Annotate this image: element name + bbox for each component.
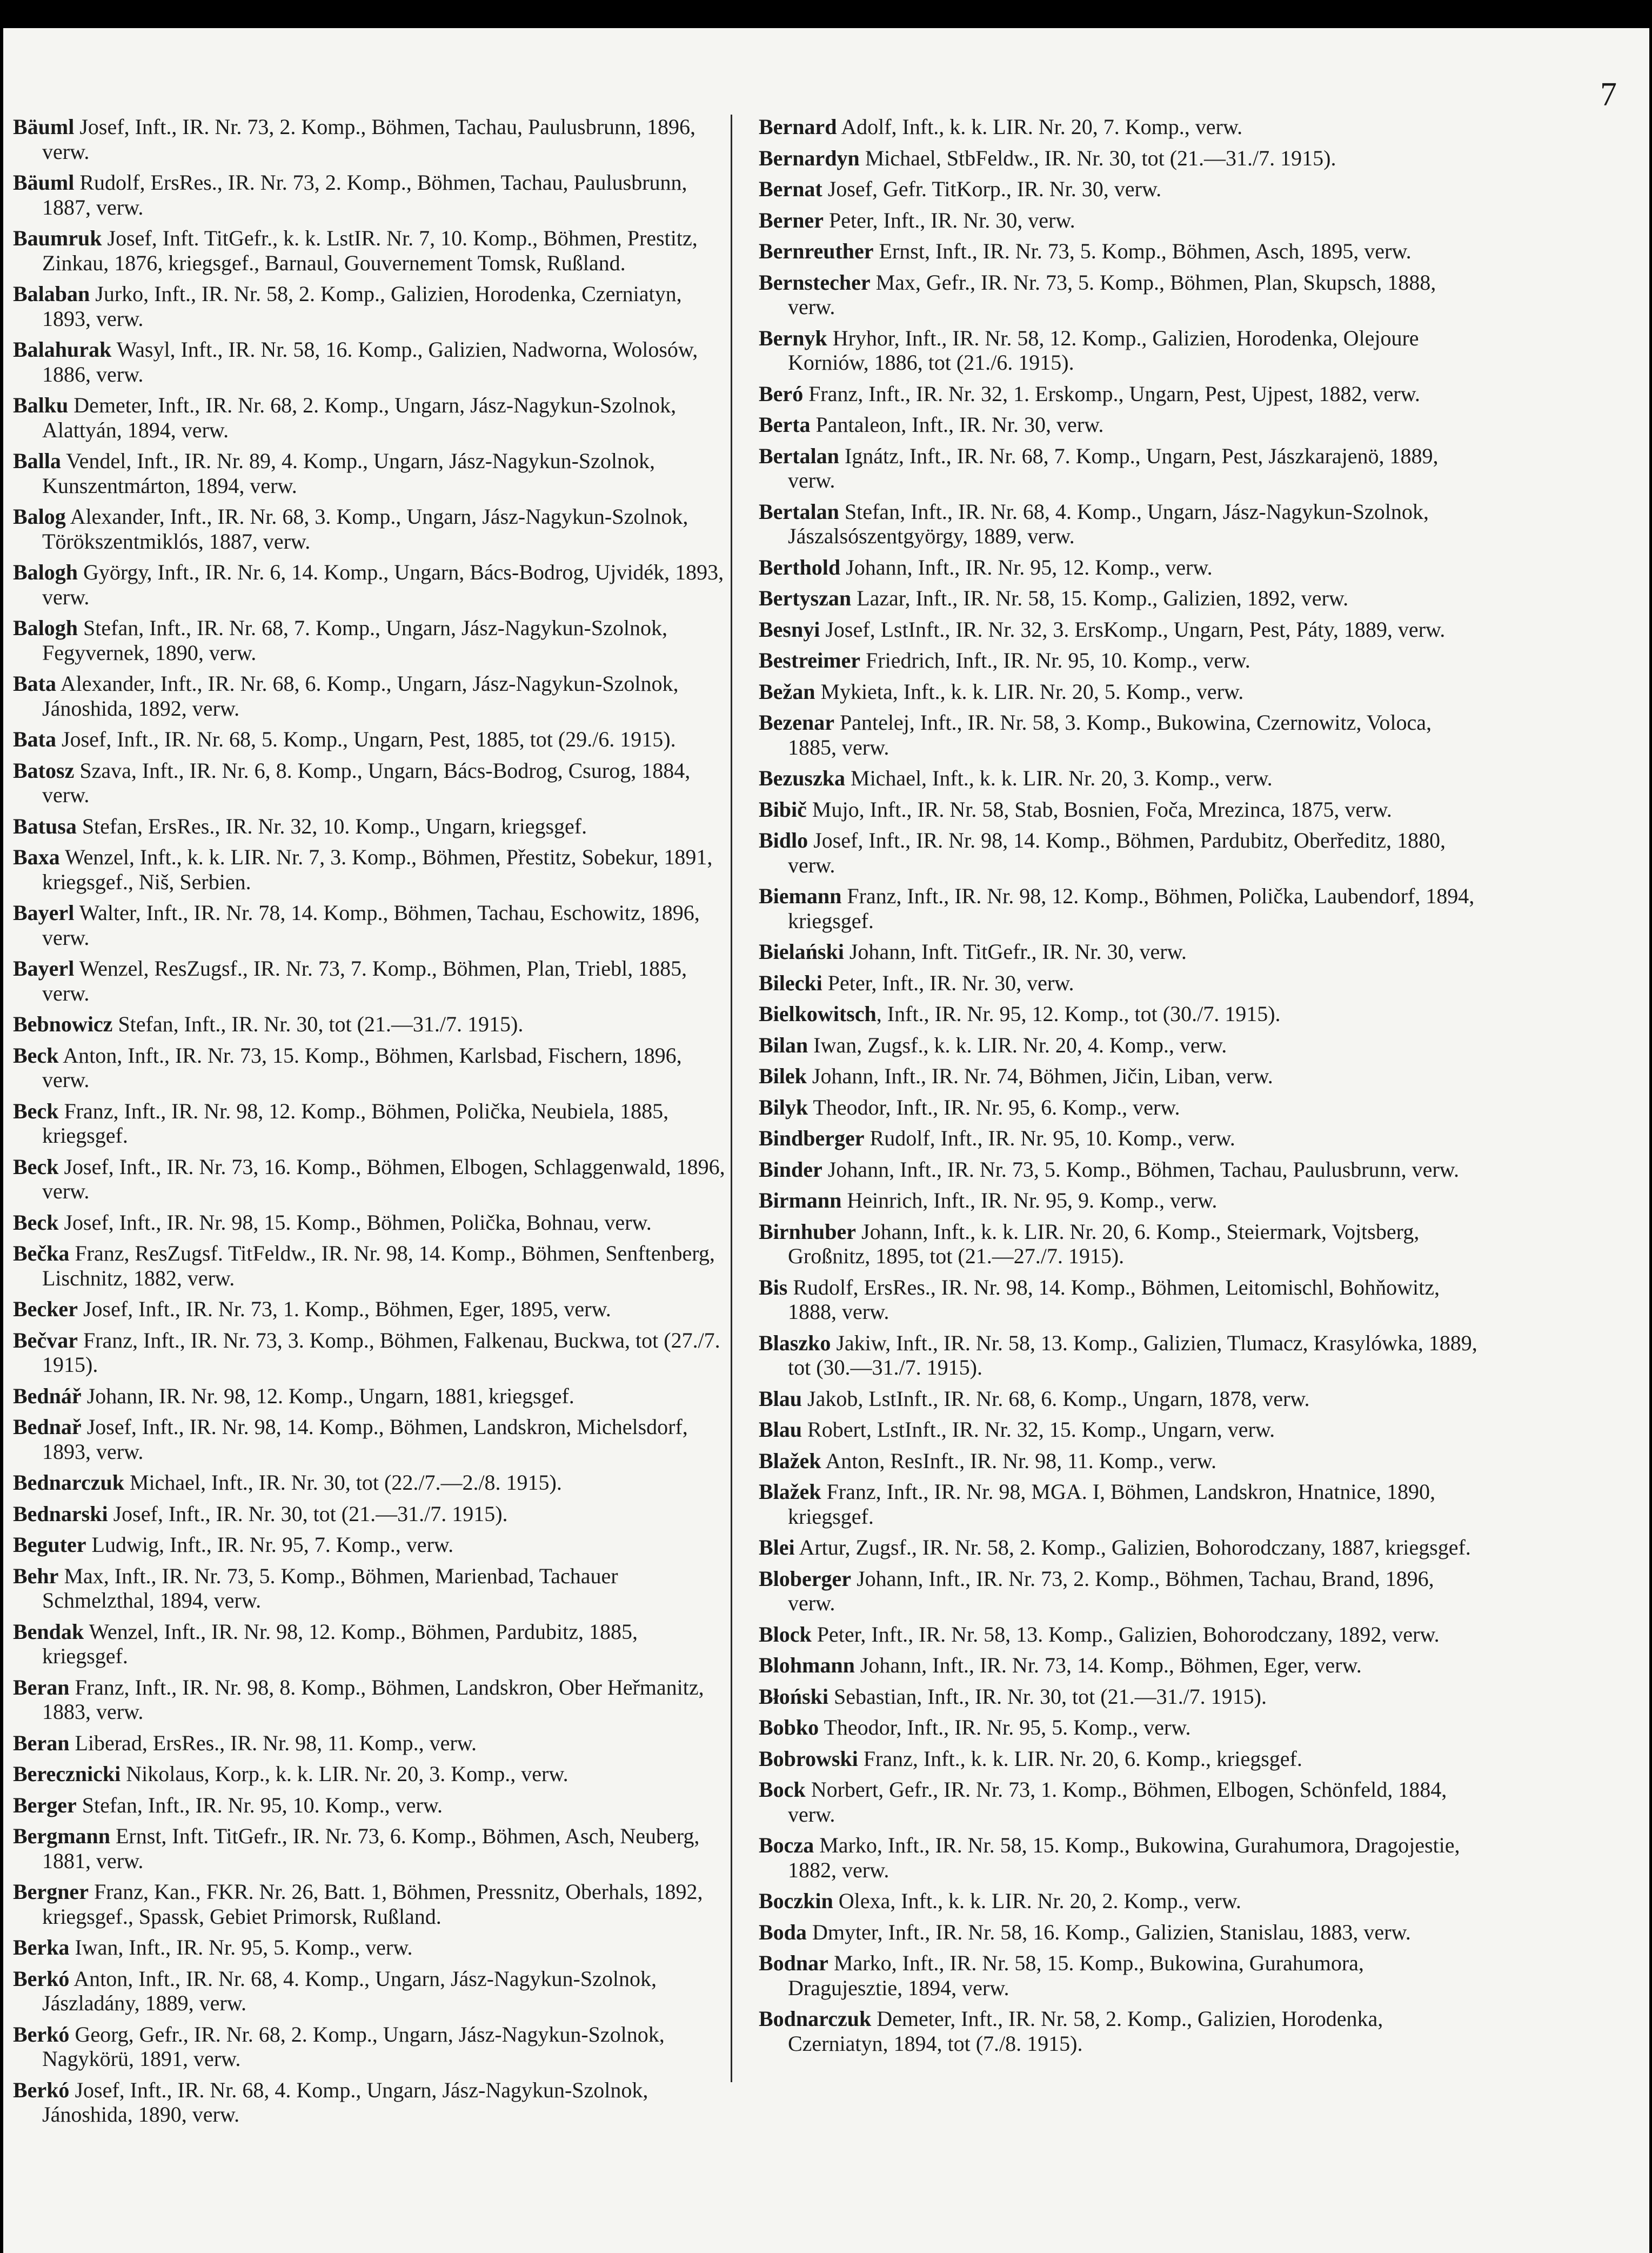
entry-details: Franz, Inft., IR. Nr. 73, 3. Komp., Böhmen, Falkenau, Buckwa, tot (27./7. 1915). — [42, 1328, 720, 1377]
entry — [759, 146, 1483, 171]
entry-surname: Becker — [13, 1297, 78, 1321]
entry-details: Stefan, ErsRes., IR. Nr. 32, 10. Komp., Ungarn, kriegsgef. — [76, 814, 587, 838]
entry-details: Györgу, Inft., IR. Nr. 6, 14. Komp., Ungarn, Bács-Bodrog, Ujvidék, 1893, verw. — [42, 560, 724, 609]
entry — [759, 1157, 1483, 1182]
entry — [13, 671, 726, 721]
entry-surname: Bečka — [13, 1241, 70, 1265]
entry-surname: Block — [759, 1622, 812, 1647]
entry-details: Nikolaus, Korp., k. k. LIR. Nr. 20, 3. Komp., verw. — [121, 1762, 568, 1786]
entry-details: Johann, Inft., IR. Nr. 73, 14. Komp., Böhmen, Eger, verw. — [854, 1653, 1362, 1677]
entry-surname: Balogh — [13, 560, 78, 584]
entry-surname: Bloberger — [759, 1566, 852, 1591]
entry-details: Wenzel, Inft., k. k. LIR. Nr. 7, 3. Komp., Böhmen, Přestitz, Sobekur, 1891, kriegsgef., Niš, Serbien. — [42, 845, 713, 894]
entry — [13, 1210, 726, 1235]
entry — [759, 1188, 1483, 1213]
entry — [13, 727, 726, 752]
entry-details: Hryhor, Inft., IR. Nr. 58, 12. Komp., Galizien, Horodenka, Olejoure Korniów, 1886, tot (21./6. 1915). — [788, 325, 1419, 375]
entry-details: Johann, Inft., IR. Nr. 73, 2. Komp., Böhmen, Tachau, Brand, 1896, verw. — [788, 1566, 1434, 1615]
entry — [759, 1033, 1483, 1058]
entry-surname: Bergner — [13, 1879, 89, 1904]
entry-details: Szava, Inft., IR. Nr. 6, 8. Komp., Ungarn, Bács-Bodrog, Csurog, 1884, verw. — [42, 758, 691, 807]
entry-surname: Berner — [759, 208, 824, 232]
entry-details: Anton, ResInft., IR. Nr. 98, 11. Komp., verw. — [821, 1448, 1216, 1473]
entry — [759, 115, 1483, 139]
entry-surname: Bendak — [13, 1619, 84, 1644]
entry — [759, 1747, 1483, 1771]
entry-surname: Bernat — [759, 177, 822, 201]
entry-details: Alexander, Inft., IR. Nr. 68, 3. Komp., Ungarn, Jász-Nagykun-Szolnok, Törökszentmiklós, 1887, verw. — [42, 504, 688, 554]
entry-details: Michael, StbFeldw., IR. Nr. 30, tot (21.—31./7. 1915). — [859, 145, 1336, 170]
entry — [13, 2078, 726, 2127]
entry — [759, 270, 1483, 319]
entry-surname: Berecznicki — [13, 1762, 121, 1786]
entry — [759, 1833, 1483, 1882]
entry — [13, 282, 726, 331]
entry-details: Pantelej, Inft., IR. Nr. 58, 3. Komp., Bukowina, Czernowitz, Voloca, 1885, verw. — [788, 710, 1432, 759]
entry-details: Johann, IR. Nr. 98, 12. Komp., Ungarn, 1881, kriegsgef. — [81, 1383, 574, 1408]
entry-surname: Bäuml — [13, 170, 75, 195]
entry-details: Franz, Inft., IR. Nr. 32, 1. Erskomp., Ungarn, Pest, Ujpest, 1882, verw. — [803, 381, 1420, 406]
entry — [13, 1012, 726, 1037]
entry — [13, 1241, 726, 1290]
entry — [13, 1564, 726, 1613]
entry-surname: Bodnar — [759, 1951, 828, 1975]
entry — [759, 766, 1483, 791]
entry — [759, 499, 1483, 549]
left-column — [13, 115, 726, 2134]
entry — [759, 1095, 1483, 1120]
entry — [759, 679, 1483, 704]
entry-details: Demeter, Inft., IR. Nr. 58, 2. Komp., Galizien, Horodenka, Czerniatyn, 1894, tot (7./8. 1915). — [788, 2007, 1383, 2056]
entry-details: Adolf, Inft., k. k. LIR. Nr. 20, 7. Komp., verw. — [837, 115, 1243, 139]
entry-surname: Baumruk — [13, 226, 102, 250]
entry-details: Stefan, Inft., IR. Nr. 68, 4. Komp., Ungarn, Jász-Nagykun-Szolnok, Jászalsószentgyörgy, 1889, verw. — [788, 499, 1429, 548]
entry — [13, 758, 726, 808]
entry-details: Demeter, Inft., IR. Nr. 68, 2. Komp., Ungarn, Jász-Nagykun-Szolnok, Alattyán, 1894, verw. — [42, 393, 677, 442]
entry — [13, 901, 726, 950]
entry-details: Max, Inft., IR. Nr. 73, 5. Komp., Böhmen, Marienbad, Tachauer Schmelzthal, 1894, verw. — [42, 1563, 618, 1612]
entry-details: Josef, Inft., IR. Nr. 73, 1. Komp., Böhmen, Eger, 1895, verw. — [77, 1297, 611, 1321]
entry — [759, 797, 1483, 822]
entry-details: Franz, Inft., k. k. LIR. Nr. 20, 6. Komp., kriegsgef. — [858, 1746, 1302, 1771]
entry-surname: Bežan — [759, 679, 815, 704]
entry — [13, 1328, 726, 1377]
entry-details: , Inft., IR. Nr. 95, 12. Komp., tot (30./7. 1915). — [876, 1002, 1281, 1026]
entry — [759, 828, 1483, 877]
entry-details: Jakob, LstInft., IR. Nr. 68, 6. Komp., Ungarn, 1878, verw. — [802, 1386, 1310, 1411]
entry-surname: Blohmann — [759, 1653, 855, 1677]
entry-surname: Bestreimer — [759, 648, 861, 672]
entry — [13, 1793, 726, 1818]
entry-details: Josef, Gefr. TitKorp., IR. Nr. 30, verw. — [822, 177, 1162, 201]
entry-details: Franz, ResZugsf. TitFeldw., IR. Nr. 98, 14. Komp., Böhmen, Senftenberg, Lischnitz, 1882, verw. — [42, 1241, 715, 1290]
entry-details: Pantaleon, Inft., IR. Nr. 30, verw. — [810, 412, 1104, 437]
entry-surname: Beran — [13, 1675, 70, 1699]
entry-surname: Behr — [13, 1563, 59, 1588]
entry-surname: Bernyk — [759, 325, 827, 350]
entry-details: Franz, Inft., IR. Nr. 98, MGA. I, Böhmen, Landskron, Hnatnice, 1890, kriegsgef. — [788, 1479, 1436, 1529]
entry — [759, 2007, 1483, 2056]
entry — [759, 1387, 1483, 1411]
entry-surname: Berta — [759, 412, 811, 437]
entry-details: Franz, Kan., FKR. Nr. 26, Batt. 1, Böhmen, Pressnitz, Oberhals, 1892, kriegsgef., Spassk, Gebiet Primorsk, Rußland. — [42, 1879, 703, 1929]
entry-surname: Boczkin — [759, 1889, 833, 1913]
entry — [759, 1951, 1483, 2000]
entry-details: Josef, Inft., IR. Nr. 68, 4. Komp., Ungarn, Jász-Nagykun-Szolnok, Jánoshida, 1890, verw. — [42, 2077, 648, 2127]
entry-details: Josef, LstInft., IR. Nr. 32, 3. ErsKomp., Ungarn, Pest, Páty, 1889, verw. — [820, 617, 1446, 642]
entry — [13, 1155, 726, 1204]
entry-surname: Bayerl — [13, 956, 75, 981]
entry — [13, 1502, 726, 1527]
entry — [13, 1470, 726, 1495]
entry — [13, 1099, 726, 1148]
entry-details: Josef, Inft., IR. Nr. 73, 2. Komp., Böhmen, Tachau, Paulusbrunn, 1896, verw. — [42, 115, 696, 164]
entry-surname: Beró — [759, 381, 804, 406]
entry — [13, 504, 726, 554]
entry-details: Olexa, Inft., k. k. LIR. Nr. 20, 2. Komp., verw. — [833, 1889, 1241, 1913]
entry — [13, 1415, 726, 1464]
entry-surname: Bezuszka — [759, 766, 845, 790]
entry-details: Josef, Inft., IR. Nr. 68, 5. Komp., Ungarn, Pest, 1885, tot (29./6. 1915). — [56, 727, 676, 751]
entry-details: Wenzel, ResZugsf., IR. Nr. 73, 7. Komp., Böhmen, Plan, Triebl, 1885, verw. — [42, 956, 687, 1005]
entry-details: Johann, Inft., IR. Nr. 73, 5. Komp., Böhmen, Tachau, Paulusbrunn, verw. — [822, 1157, 1459, 1182]
entry-surname: Bednář — [13, 1383, 82, 1408]
entry — [759, 1479, 1483, 1529]
entry-surname: Birnhuber — [759, 1219, 857, 1244]
entry — [759, 1002, 1483, 1026]
entry-details: Rudolf, ErsRes., IR. Nr. 98, 14. Komp., Böhmen, Leitomischl, Bohňowitz, 1888, verw. — [787, 1275, 1440, 1324]
entry-surname: Bilek — [759, 1064, 807, 1088]
entry-details: Jakiw, Inft., IR. Nr. 58, 13. Komp., Galizien, Tlumacz, Krasylówka, 1889, tot (30.—31./7. 1915). — [788, 1330, 1477, 1379]
entry — [759, 1535, 1483, 1560]
entry — [759, 326, 1483, 375]
entry-surname: Blažek — [759, 1479, 821, 1504]
entry — [759, 1684, 1483, 1709]
entry — [759, 239, 1483, 264]
entry-surname: Bäuml — [13, 115, 75, 139]
entry-surname: Bielkowitsch — [759, 1002, 877, 1026]
entry — [759, 1331, 1483, 1380]
entry — [759, 177, 1483, 202]
entry-details: Iwan, Zugsf., k. k. LIR. Nr. 20, 4. Komp., verw. — [808, 1032, 1227, 1057]
entry-details: Ernst, Inft., IR. Nr. 73, 5. Komp., Böhmen, Asch, 1895, verw. — [873, 239, 1412, 263]
entry — [759, 1449, 1483, 1474]
entry — [759, 1064, 1483, 1089]
entry-surname: Balahurak — [13, 337, 112, 362]
entry-surname: Beck — [13, 1154, 59, 1179]
entry-surname: Bilan — [759, 1032, 808, 1057]
entry — [759, 382, 1483, 406]
entry-surname: Birmann — [759, 1188, 842, 1212]
entry-details: Josef, Inft. TitGefr., k. k. LstIR. Nr. 7, 10. Komp., Böhmen, Prestitz, Zinkau, 1876, kriegsgef., Barnaul, Gouvernement Tomsk, Rußland. — [42, 226, 698, 275]
document-page — [3, 28, 1649, 2253]
entry-details: Vendel, Inft., IR. Nr. 89, 4. Komp., Ungarn, Jász-Nagykun-Szolnok, Kunszentmárton, 1894, verw. — [42, 449, 656, 498]
entry-details: Josef, Inft., IR. Nr. 73, 16. Komp., Böhmen, Elbogen, Schlaggenwald, 1896, verw. — [42, 1154, 725, 1203]
entry-surname: Bernreuther — [759, 239, 874, 263]
entry-surname: Bednař — [13, 1415, 82, 1439]
entry-surname: Beck — [13, 1043, 59, 1068]
entry-surname: Bock — [759, 1777, 806, 1802]
entry — [13, 1879, 726, 1929]
entry-surname: Balog — [13, 504, 66, 529]
entry — [13, 226, 726, 275]
entry-surname: Berkó — [13, 2077, 70, 2102]
entry-details: Franz, Inft., IR. Nr. 98, 8. Komp., Böhmen, Landskron, Ober Heřmanitz, 1883, verw. — [42, 1675, 704, 1724]
entry-details: Peter, Inft., IR. Nr. 58, 13. Komp., Galizien, Bohorodczany, 1892, verw. — [811, 1622, 1440, 1647]
entry — [759, 586, 1483, 611]
entry — [13, 1384, 726, 1409]
entry-surname: Blažek — [759, 1448, 821, 1473]
entry-surname: Balku — [13, 393, 69, 417]
entry-details: Stefan, Inft., IR. Nr. 95, 10. Komp., verw. — [76, 1792, 443, 1817]
entry-details: Johann, Inft. TitGefr., IR. Nr. 30, verw. — [844, 939, 1187, 964]
entry — [13, 560, 726, 609]
entry-details: Peter, Inft., IR. Nr. 30, verw. — [823, 208, 1075, 232]
entry-surname: Bernardyn — [759, 145, 860, 170]
entry — [13, 1824, 726, 1873]
entry-surname: Blau — [759, 1386, 802, 1411]
entry — [759, 1653, 1483, 1678]
entry — [13, 814, 726, 839]
entry-details: Heinrich, Inft., IR. Nr. 95, 9. Komp., verw. — [841, 1188, 1218, 1212]
entry-surname: Bobrowski — [759, 1746, 858, 1771]
entry — [759, 412, 1483, 437]
entry — [13, 616, 726, 665]
entry — [759, 648, 1483, 673]
entry-surname: Bobko — [759, 1715, 819, 1739]
entry-surname: Bednarski — [13, 1501, 108, 1526]
entry-surname: Balogh — [13, 616, 78, 640]
entry-details: Michael, Inft., k. k. LIR. Nr. 20, 3. Komp., verw. — [845, 766, 1273, 790]
entry-details: Wasyl, Inft., IR. Nr. 58, 16. Komp., Galizien, Nadworna, Wolosów, 1886, verw. — [42, 337, 698, 386]
entry-details: Sebastian, Inft., IR. Nr. 30, tot (21.—31./7. 1915). — [828, 1684, 1267, 1709]
entry-surname: Beck — [13, 1210, 59, 1235]
entry-details: Friedrich, Inft., IR. Nr. 95, 10. Komp., verw. — [860, 648, 1250, 672]
entry — [13, 1967, 726, 2016]
entry-surname: Bibič — [759, 797, 807, 822]
entry-details: Ernst, Inft. TitGefr., IR. Nr. 73, 6. Komp., Böhmen, Asch, Neuberg, 1881, verw. — [42, 1824, 700, 1873]
entry — [759, 1219, 1483, 1269]
entry-details: Franz, Inft., IR. Nr. 98, 12. Komp., Böhmen, Polička, Neubiela, 1885, kriegsgef. — [42, 1098, 669, 1148]
entry — [13, 2022, 726, 2071]
entry-details: Alexander, Inft., IR. Nr. 68, 6. Komp., Ungarn, Jász-Nagykun-Szolnok, Jánoshida, 1892, verw. — [42, 671, 679, 721]
entry — [759, 1275, 1483, 1324]
entry — [13, 1762, 726, 1787]
entry-surname: Berkó — [13, 2022, 70, 2047]
entry-details: Josef, Inft., IR. Nr. 98, 14. Komp., Böhmen, Landskron, Michelsdorf, 1893, verw. — [42, 1415, 688, 1464]
entry — [759, 1715, 1483, 1740]
entry — [13, 1532, 726, 1557]
entry — [13, 845, 726, 894]
entry-details: Jurko, Inft., IR. Nr. 58, 2. Komp., Galizien, Horodenka, Czerniatyn, 1893, verw. — [42, 282, 682, 331]
entry — [759, 1889, 1483, 1914]
entry-details: Franz, Inft., IR. Nr. 98, 12. Komp., Böhmen, Polička, Laubendorf, 1894, kriegsgef. — [788, 884, 1475, 933]
entry — [13, 1297, 726, 1322]
entry — [13, 956, 726, 1005]
entry-details: Theodor, Inft., IR. Nr. 95, 5. Komp., verw. — [819, 1715, 1191, 1739]
entry-surname: Bis — [759, 1275, 788, 1299]
entry-surname: Berger — [13, 1792, 77, 1817]
entry — [759, 710, 1483, 759]
entry — [759, 555, 1483, 580]
entry — [13, 1935, 726, 1960]
entry-surname: Bielański — [759, 939, 844, 964]
entry-details: Anton, Inft., IR. Nr. 68, 4. Komp., Ungarn, Jász-Nagykun-Szolnok, Jászladány, 1889, verw. — [42, 1966, 657, 2015]
entry-details: Johann, Inft., IR. Nr. 95, 12. Komp., verw. — [840, 555, 1213, 579]
entry-surname: Bezenar — [759, 710, 834, 735]
entry-surname: Bertalan — [759, 443, 839, 468]
entry-surname: Bidlo — [759, 828, 808, 852]
entry-surname: Bertalan — [759, 499, 839, 524]
entry-details: Marko, Inft., IR. Nr. 58, 15. Komp., Bukowina, Gurahumora, Dragujesztie, 1894, verw. — [788, 1951, 1364, 2000]
entry-surname: Blau — [759, 1417, 802, 1442]
entry — [759, 208, 1483, 233]
entry-details: Josef, Inft., IR. Nr. 30, tot (21.—31./7. 1915). — [108, 1501, 508, 1526]
right-column — [759, 115, 1483, 2062]
entry — [759, 444, 1483, 493]
entry-details: Stefan, Inft., IR. Nr. 30, tot (21.—31./7. 1915). — [112, 1012, 524, 1036]
entry-details: Mykieta, Inft., k. k. LIR. Nr. 20, 5. Komp., verw. — [815, 679, 1244, 704]
entry-surname: Berthold — [759, 555, 841, 579]
entry-surname: Bebnowicz — [13, 1012, 113, 1036]
entry-details: Lazar, Inft., IR. Nr. 58, 15. Komp., Galizien, 1892, verw. — [851, 586, 1349, 610]
entry-details: Wenzel, Inft., IR. Nr. 98, 12. Komp., Böhmen, Pardubitz, 1885, kriegsgef. — [42, 1619, 638, 1668]
entry — [759, 1126, 1483, 1151]
entry-details: Norbert, Gefr., IR. Nr. 73, 1. Komp., Böhmen, Elbogen, Schönfeld, 1884, verw. — [788, 1777, 1447, 1827]
entry-surname: Biemann — [759, 884, 842, 908]
entry-surname: Baxa — [13, 845, 60, 869]
entry-details: Marko, Inft., IR. Nr. 58, 15. Komp., Bukowina, Gurahumora, Dragojestie, 1882, verw. — [788, 1833, 1460, 1882]
entry — [759, 1417, 1483, 1442]
entry-surname: Balla — [13, 449, 61, 473]
entry-details: Johann, Inft., k. k. LIR. Nr. 20, 6. Komp., Steiermark, Vojtsberg, Großnitz, 1895, tot (21.—27./7. 1915). — [788, 1219, 1420, 1268]
entry — [759, 1567, 1483, 1616]
entry-surname: Berka — [13, 1935, 70, 1959]
entry — [13, 1731, 726, 1756]
entry-details: Michael, Inft., IR. Nr. 30, tot (22./7.—2./8. 1915). — [124, 1470, 562, 1495]
entry-surname: Boda — [759, 1919, 807, 1944]
entry-details: Stefan, Inft., IR. Nr. 68, 7. Komp., Ungarn, Jász-Nagykun-Szolnok, Fegyvernek, 1890, verw. — [42, 616, 667, 665]
entry — [13, 1675, 726, 1724]
entry-surname: Bilecki — [759, 970, 822, 995]
entry-surname: Bernard — [759, 115, 837, 139]
entry-details: Johann, Inft., IR. Nr. 74, Böhmen, Jičin, Liban, verw. — [806, 1064, 1273, 1088]
entry-details: Josef, Inft., IR. Nr. 98, 14. Komp., Böhmen, Pardubitz, Oberředitz, 1880, verw. — [788, 828, 1446, 877]
page-number: 7 — [1600, 76, 1617, 113]
entry — [759, 1777, 1483, 1827]
entry-surname: Besnyi — [759, 617, 820, 642]
entry-surname: Bilyk — [759, 1095, 808, 1119]
entry-details: Mujo, Inft., IR. Nr. 58, Stab, Bosnien, Foča, Mrezinca, 1875, verw. — [806, 797, 1392, 822]
entry — [759, 939, 1483, 964]
entry-surname: Binder — [759, 1157, 822, 1182]
entry — [13, 393, 726, 442]
entry — [13, 1043, 726, 1092]
entry-surname: Berkó — [13, 1966, 70, 1991]
entry — [13, 170, 726, 219]
entry-surname: Bernstecher — [759, 270, 871, 295]
entry-details: Robert, LstInft., IR. Nr. 32, 15. Komp., Ungarn, verw. — [802, 1417, 1275, 1442]
entry-details: Max, Gefr., IR. Nr. 73, 5. Komp., Böhmen, Plan, Skupsch, 1888, verw. — [788, 270, 1436, 319]
entry-surname: Bodnarczuk — [759, 2007, 872, 2031]
entry-details: Rudolf, ErsRes., IR. Nr. 73, 2. Komp., Böhmen, Tachau, Paulusbrunn, 1887, verw. — [42, 170, 687, 219]
entry-surname: Błoński — [759, 1684, 828, 1709]
entry-surname: Bocza — [759, 1833, 814, 1857]
entry — [13, 115, 726, 164]
entry-surname: Blei — [759, 1535, 795, 1559]
entry-surname: Bata — [13, 727, 56, 751]
entry-surname: Beran — [13, 1730, 70, 1755]
entry — [759, 884, 1483, 933]
column-divider — [731, 115, 732, 2082]
entry-details: Iwan, Inft., IR. Nr. 95, 5. Komp., verw. — [69, 1935, 413, 1959]
entry-surname: Blaszko — [759, 1330, 831, 1355]
entry-surname: Batosz — [13, 758, 75, 783]
entry-surname: Beck — [13, 1098, 59, 1123]
entry-details: Ludwig, Inft., IR. Nr. 95, 7. Komp., verw. — [86, 1532, 454, 1557]
entry-surname: Bata — [13, 671, 56, 696]
entry-details: Liberad, ErsRes., IR. Nr. 98, 11. Komp., verw. — [69, 1730, 477, 1755]
entry-surname: Bindberger — [759, 1126, 865, 1150]
entry-surname: Balaban — [13, 282, 90, 306]
entry-surname: Bayerl — [13, 901, 75, 925]
entry-details: Artur, Zugsf., IR. Nr. 58, 2. Komp., Galizien, Bohorodczany, 1887, kriegsgef. — [794, 1535, 1471, 1559]
entry — [13, 449, 726, 498]
entry-details: Josef, Inft., IR. Nr. 98, 15. Komp., Böhmen, Polička, Bohnau, verw. — [58, 1210, 652, 1235]
entry — [13, 337, 726, 386]
entry-surname: Beguter — [13, 1532, 86, 1557]
entry-details: Ignátz, Inft., IR. Nr. 68, 7. Komp., Ungarn, Pest, Jászkarajenö, 1889, verw. — [788, 443, 1439, 492]
entry-details: Peter, Inft., IR. Nr. 30, verw. — [822, 970, 1074, 995]
entry-details: Dmyter, Inft., IR. Nr. 58, 16. Komp., Galizien, Stanislau, 1883, verw. — [806, 1919, 1411, 1944]
entry-surname: Bertyszan — [759, 586, 852, 610]
entry-surname: Bečvar — [13, 1328, 78, 1352]
entry-surname: Bednarczuk — [13, 1470, 124, 1495]
entry — [13, 1619, 726, 1669]
entry — [759, 971, 1483, 996]
entry-details: Theodor, Inft., IR. Nr. 95, 6. Komp., verw. — [808, 1095, 1180, 1119]
entry — [759, 617, 1483, 642]
entry-surname: Bergmann — [13, 1824, 110, 1848]
entry — [759, 1622, 1483, 1647]
entry-surname: Batusa — [13, 814, 77, 838]
entry-details: Georg, Gefr., IR. Nr. 68, 2. Komp., Ungarn, Jász-Nagykun-Szolnok, Nagykörü, 1891, verw. — [42, 2022, 665, 2071]
entry-details: Rudolf, Inft., IR. Nr. 95, 10. Komp., verw. — [864, 1126, 1235, 1150]
entry — [759, 1920, 1483, 1945]
entry-details: Walter, Inft., IR. Nr. 78, 14. Komp., Böhmen, Tachau, Eschowitz, 1896, verw. — [42, 901, 700, 950]
entry-details: Anton, Inft., IR. Nr. 73, 15. Komp., Böhmen, Karlsbad, Fischern, 1896, verw. — [42, 1043, 682, 1092]
